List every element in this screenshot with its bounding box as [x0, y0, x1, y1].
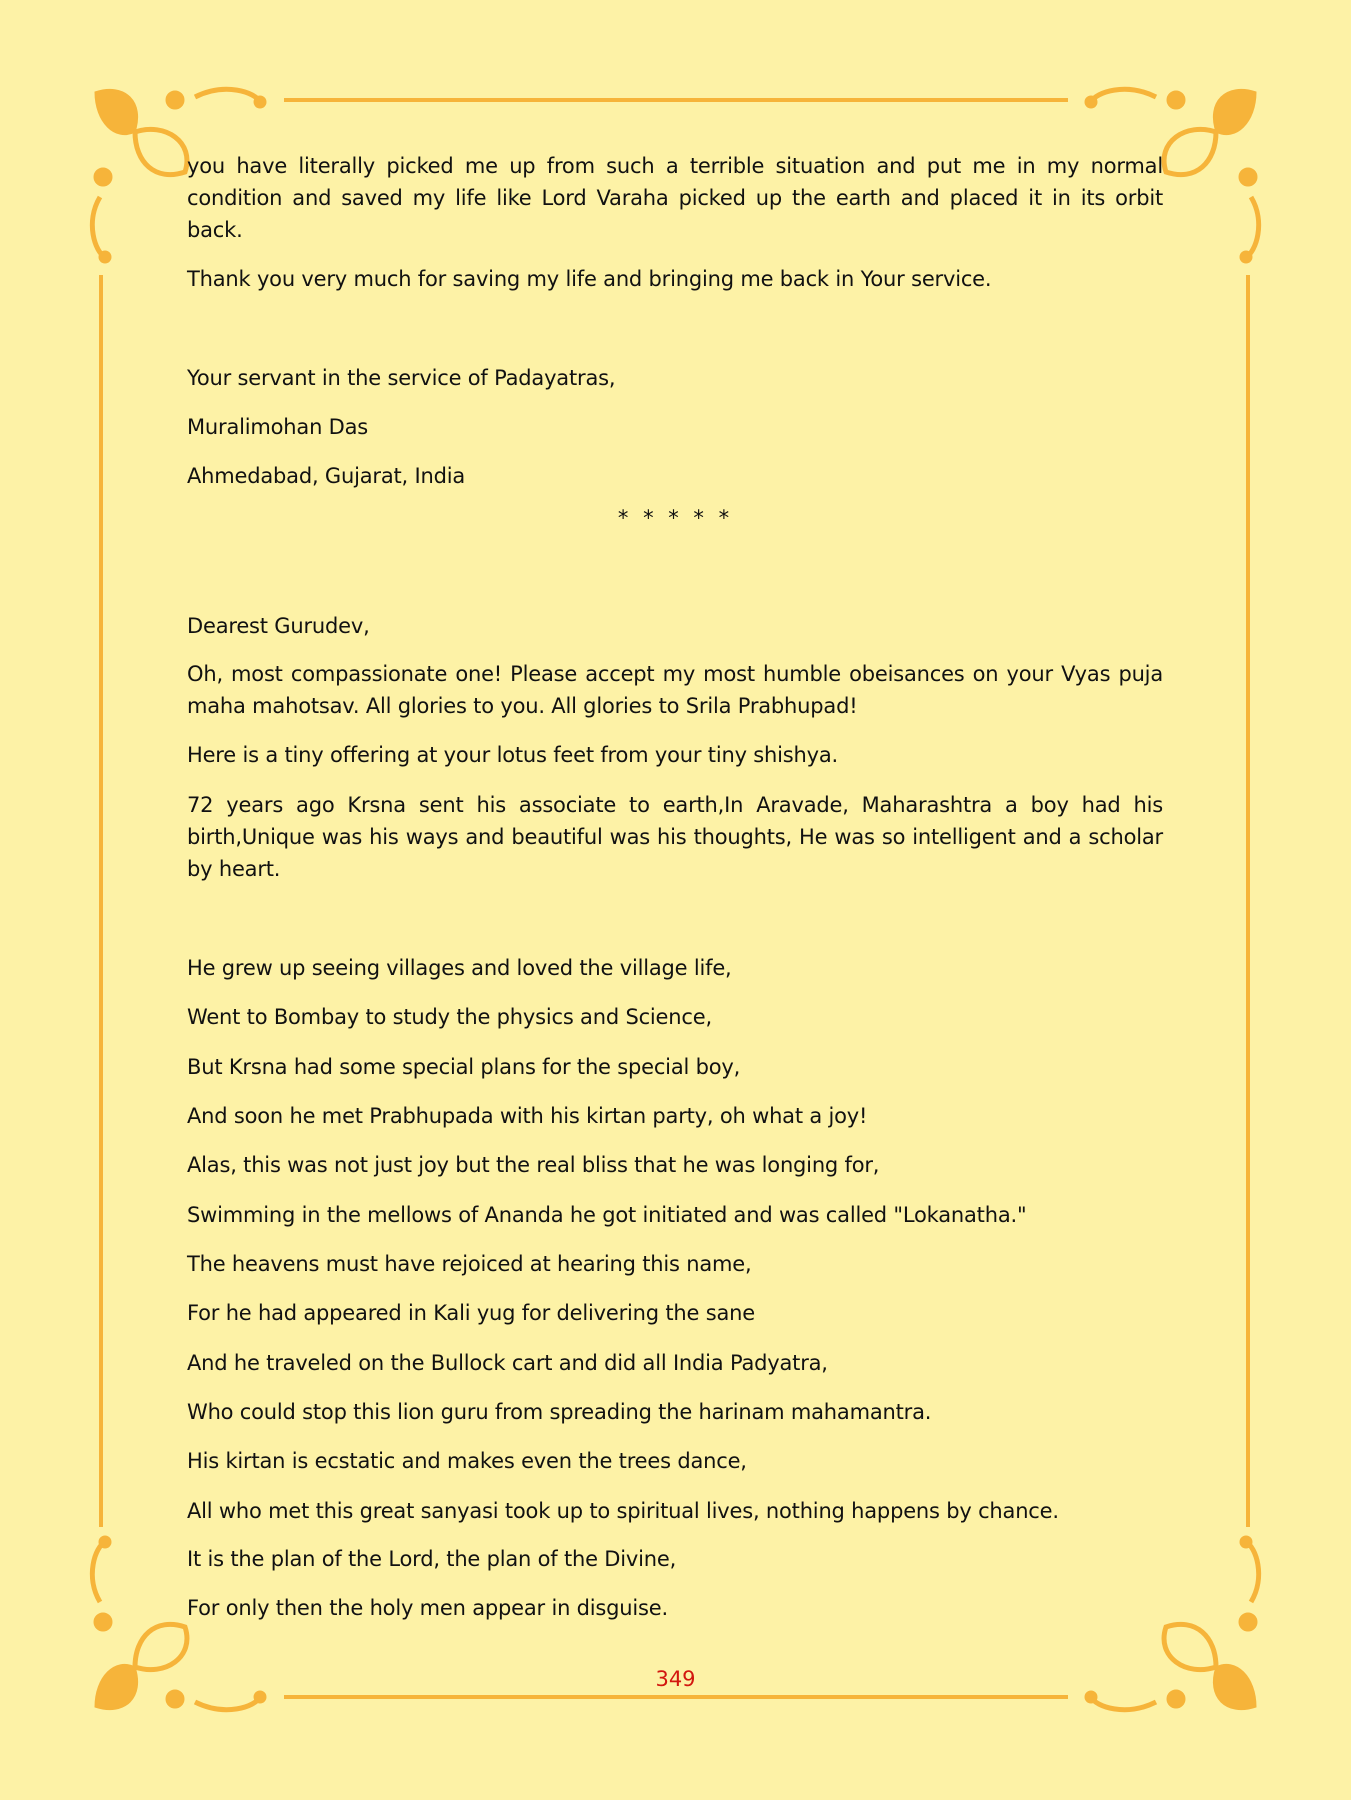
paragraph: Oh, most compassionate one! Please accept my most humble obeisances on your Vyas puja maha mahotsav. All glories to you. All glories to Srila Prabhupad! — [187, 662, 1163, 718]
poem-line: Went to Bombay to study the physics and Science, — [187, 1005, 712, 1029]
poem-line: The heavens must have rejoiced at hearing this name, — [187, 1252, 752, 1276]
paragraph: Thank you very much for saving my life and bringing me back in Your service. — [187, 267, 992, 291]
separator: * * * * * — [617, 506, 734, 530]
signature-name: Muralimohan Das — [187, 415, 369, 439]
poem-line: And soon he met Prabhupada with his kirtan party, oh what a joy! — [187, 1104, 868, 1128]
paragraph: you have literally picked me up from such a terrible situation and put me in my normal condition and saved my life like Lord Varaha picked up the earth and placed it in its orbit back. — [187, 154, 1163, 242]
poem-line: It is the plan of the Lord, the plan of the Divine, — [187, 1547, 677, 1571]
poem-line: His kirtan is ecstatic and makes even the trees dance, — [187, 1449, 747, 1473]
poem-line: Who could stop this lion guru from spreading the harinam mahamantra. — [187, 1400, 932, 1424]
poem-line: He grew up seeing villages and loved the village life, — [187, 956, 732, 980]
page-number: 349 — [655, 1667, 696, 1691]
border-left-line — [99, 275, 103, 1527]
paragraph: Here is a tiny offering at your lotus feet from your tiny shishya. — [187, 743, 838, 767]
paragraph: 72 years ago Krsna sent his associate to earth,In Aravade, Maharashtra a boy had his birth,Unique was his ways and beautiful was his thoughts, He was so intelligent and a scholar by heart. — [187, 793, 1163, 881]
poem-line: Alas, this was not just joy but the real bliss that he was longing for, — [187, 1153, 880, 1177]
signature-location: Ahmedabad, Gujarat, India — [187, 464, 466, 488]
poem-line: Swimming in the mellows of Ananda he got initiated and was called "Lokanatha." — [187, 1203, 1027, 1227]
poem-line: And he traveled on the Bullock cart and did all India Padyatra, — [187, 1351, 828, 1375]
closing-line: Your servant in the service of Padayatras, — [187, 366, 616, 390]
poem-line: For he had appeared in Kali yug for delivering the sane — [187, 1301, 755, 1325]
border-top-line — [284, 98, 1068, 102]
poem-line: But Krsna had some special plans for the special boy, — [187, 1055, 741, 1079]
border-bottom-line — [284, 1695, 1068, 1699]
salutation: Dearest Gurudev, — [187, 614, 370, 638]
poem-line: All who met this great sanyasi took up to spiritual lives, nothing happens by chance. — [187, 1499, 1059, 1523]
border-right-line — [1246, 275, 1250, 1527]
poem-line: For only then the holy men appear in disguise. — [187, 1596, 668, 1620]
